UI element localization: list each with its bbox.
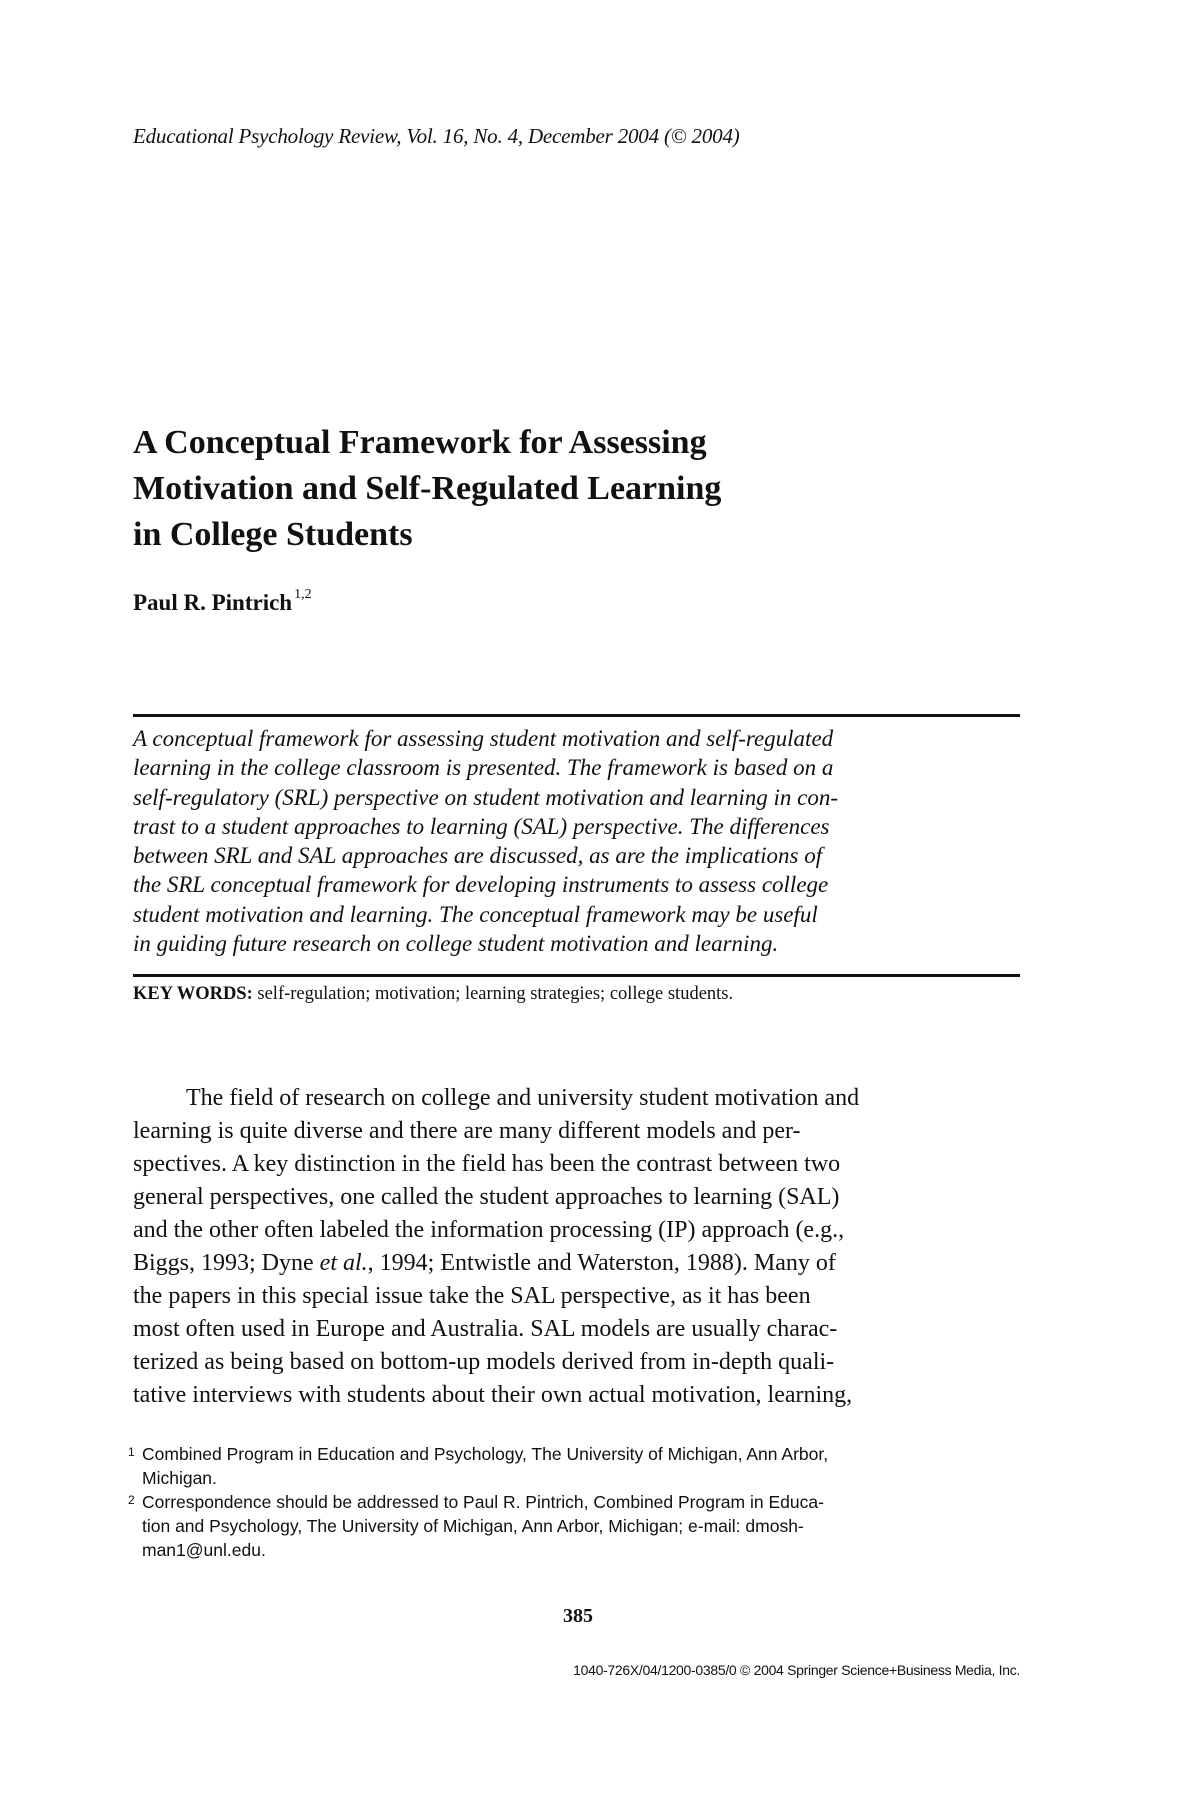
article-title	[133, 420, 893, 558]
title-line: Motivation and Self-Regulated Learning	[133, 470, 722, 507]
abstract-line: between SRL and SAL approaches are discussed, as are the implications of	[133, 843, 823, 869]
citation-et-al: et al.	[319, 1250, 368, 1276]
running-head: Educational Psychology Review, Vol. 16, No. 4, December 2004 (© 2004)	[133, 124, 740, 148]
abstract	[133, 724, 1020, 958]
abstract-line: learning in the college classroom is presented. The framework is based on a	[133, 755, 834, 781]
footnote-marker: 1	[128, 1445, 135, 1459]
footnotes	[128, 1442, 1020, 1562]
abstract-line: trast to a student approaches to learning (SAL) perspective. The differences	[133, 813, 830, 839]
body-line: learning is quite diverse and there are many different models and per-	[133, 1118, 801, 1144]
footnote-line: tion and Psychology, The University of Michigan, Ann Arbor, Michigan; e-mail: dmosh-	[142, 1516, 804, 1536]
keywords-text: self-regulation; motivation; learning strategies; college students.	[252, 984, 734, 1004]
keywords-label: KEY WORDS:	[133, 984, 253, 1004]
abstract-top-rule	[133, 714, 1020, 717]
abstract-line: A conceptual framework for assessing student motivation and self-regulated	[133, 726, 834, 751]
title-line: A Conceptual Framework for Assessing	[133, 424, 707, 461]
copyright-line: 1040-726X/04/1200-0385/0 © 2004 Springer Science+Business Media, Inc.	[573, 1662, 1020, 1678]
abstract-bottom-rule	[133, 974, 1020, 977]
body-line: and the other often labeled the information processing (IP) approach (e.g.,	[133, 1217, 845, 1243]
abstract-line: student motivation and learning. The conceptual framework may be useful	[133, 901, 818, 927]
author-name: Paul R. Pintrich	[133, 590, 293, 615]
footnote-2	[128, 1490, 1020, 1562]
body-line: Biggs, 1993; Dyne et al., 1994; Entwistle and Waterston, 1988). Many of	[133, 1250, 836, 1276]
abstract-line: the SRL conceptual framework for developing instruments to assess college	[133, 872, 829, 898]
body-line: The field of research on college and university student motivation and	[186, 1085, 860, 1111]
page-number: 385	[563, 1605, 593, 1627]
footnote-line: Correspondence should be addressed to Paul R. Pintrich, Combined Program in Educa-	[142, 1492, 824, 1512]
footnote-line: Combined Program in Education and Psychology, The University of Michigan, Ann Arbor,	[142, 1444, 829, 1464]
footnote-marker: 2	[128, 1493, 135, 1507]
body-line: tative interviews with students about their own actual motivation, learning,	[133, 1382, 853, 1408]
keywords	[133, 984, 733, 1005]
footnote-line: man1@unl.edu.	[142, 1540, 266, 1560]
body-line: the papers in this special issue take the SAL perspective, as it has been	[133, 1283, 811, 1309]
footnote-1	[128, 1442, 1020, 1490]
footnote-line: Michigan.	[142, 1468, 217, 1488]
body-line: spectives. A key distinction in the field has been the contrast between two	[133, 1151, 841, 1177]
body-paragraph	[133, 1082, 1020, 1412]
abstract-line: self-regulatory (SRL) perspective on student motivation and learning in con-	[133, 784, 838, 810]
author-line	[133, 587, 312, 616]
body-line: most often used in Europe and Australia. SAL models are usually charac-	[133, 1316, 838, 1342]
body-line: terized as being based on bottom-up models derived from in-depth quali-	[133, 1349, 835, 1375]
abstract-line: in guiding future research on college student motivation and learning.	[133, 931, 779, 957]
body-line: general perspectives, one called the student approaches to learning (SAL)	[133, 1184, 840, 1210]
title-line: in College Students	[133, 516, 413, 553]
author-footnote-marks: 1,2	[294, 587, 312, 603]
